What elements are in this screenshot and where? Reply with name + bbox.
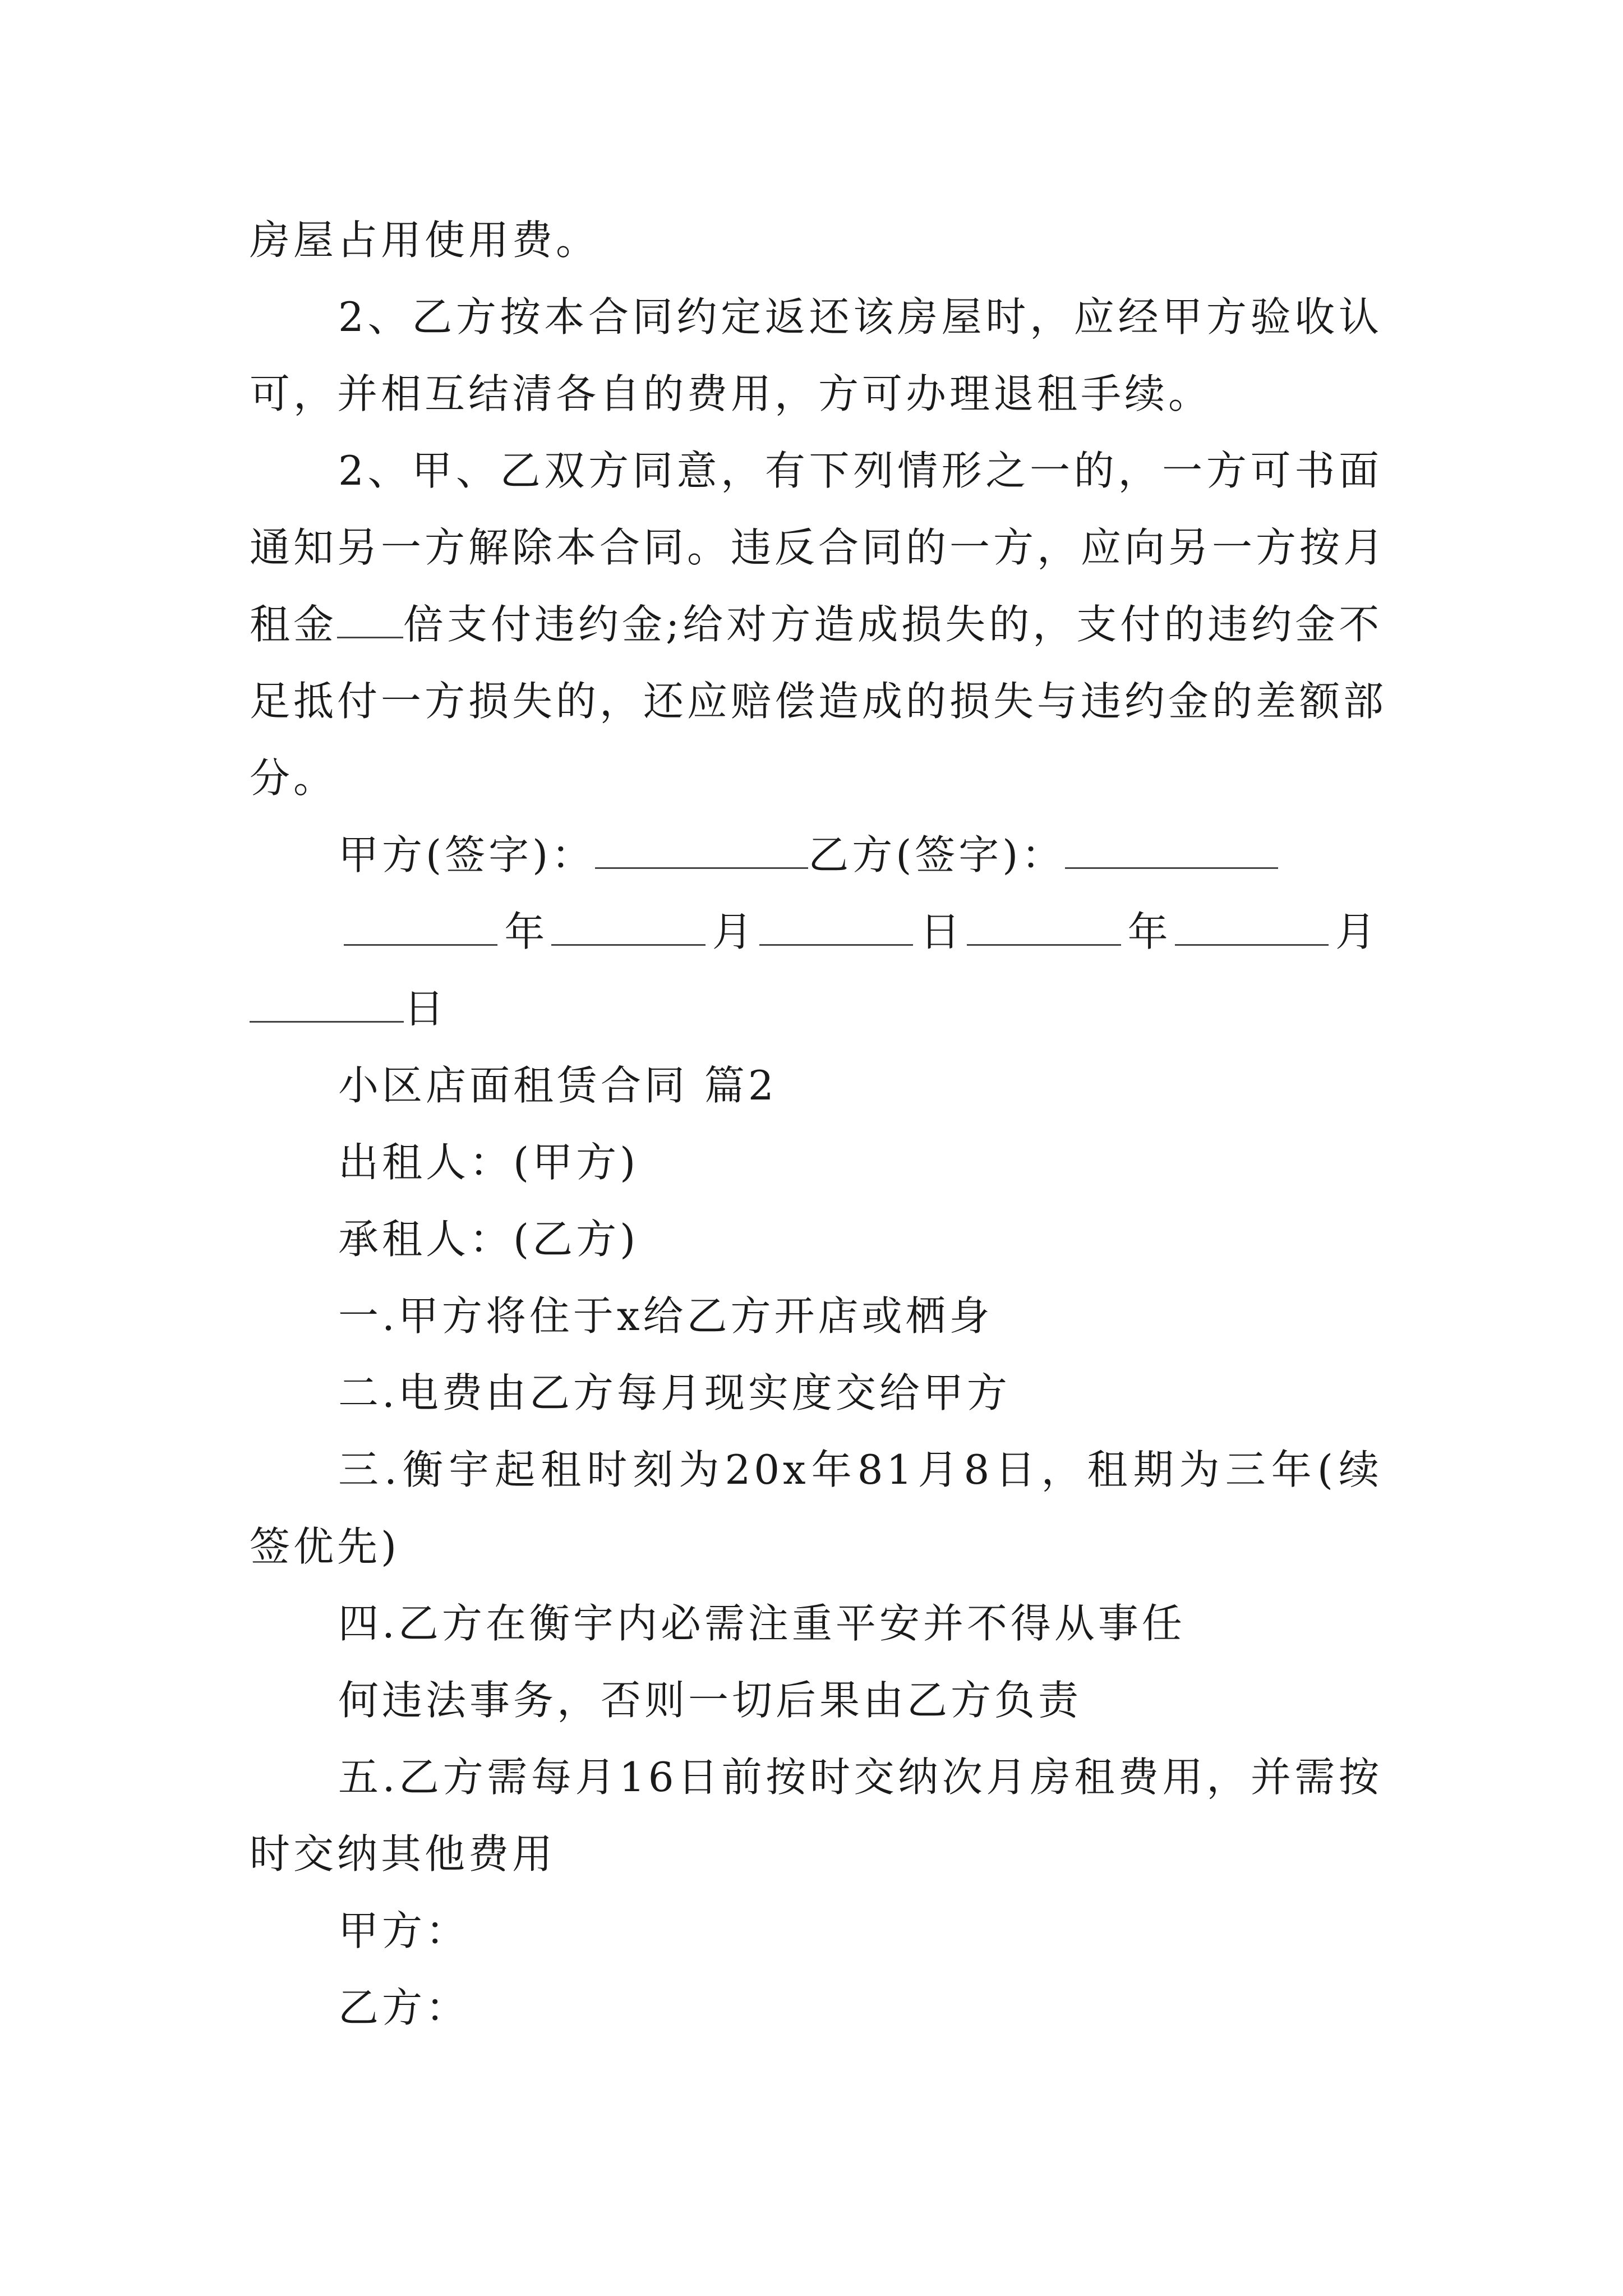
- date-line: [250, 894, 1382, 970]
- party-b-label: 乙方：: [338, 1984, 470, 2031]
- clause: 二.电费由乙方每月现实度交给甲方: [338, 1369, 1011, 1416]
- text-line: 分。: [250, 754, 338, 802]
- document-page: [250, 202, 1387, 2046]
- month-label: 月: [1335, 908, 1380, 955]
- sign-label-a: 甲方(签字)：: [338, 831, 596, 878]
- fill-blank: [337, 602, 403, 638]
- year-label: 年: [1127, 908, 1172, 955]
- text-line: [250, 586, 1382, 663]
- date-line: [250, 970, 1382, 1047]
- day-label: 日: [920, 908, 964, 955]
- text-fragment: 租金: [250, 601, 338, 648]
- clause: 签优先): [250, 1523, 400, 1570]
- signature-blank-b: [1065, 832, 1278, 869]
- month-label: 月: [712, 908, 756, 955]
- clause: 何违法事务，否则一切后果由乙方负责: [338, 1677, 1082, 1724]
- date-blank: [551, 909, 705, 946]
- clause: 时交纳其他费用: [250, 1830, 556, 1878]
- text-line: 2、乙方按本合同约定返还该房屋时，应经甲方验收认: [338, 293, 1382, 341]
- date-blank: [967, 909, 1121, 946]
- date-blank: [250, 986, 404, 1023]
- text-line: 房屋占用使用费。: [250, 217, 600, 264]
- signature-line: [250, 817, 1382, 894]
- section-title: 小区店面租赁合同 篇2: [338, 1062, 777, 1109]
- clause: 三.衡宇起租时刻为20x年81月8日，租期为三年(续: [338, 1446, 1382, 1493]
- clause: 四.乙方在衡宇内必需注重平安并不得从事任: [338, 1600, 1186, 1647]
- text-line: 通知另一方解除本合同。违反合同的一方，应向另一方按月: [250, 524, 1387, 571]
- day-label: 日: [404, 985, 448, 1032]
- text-line: 2、甲、乙双方同意，有下列情形之一的，一方可书面: [338, 447, 1382, 494]
- year-label: 年: [504, 908, 548, 955]
- text-line: 足抵付一方损失的，还应赔偿造成的损失与违约金的差额部: [250, 678, 1387, 725]
- party-a-label: 甲方：: [338, 1907, 470, 1954]
- text-line: 出租人：(甲方): [338, 1139, 639, 1186]
- signature-blank-a: [595, 832, 808, 869]
- date-blank: [344, 909, 497, 946]
- text-line: 承租人：(乙方): [338, 1216, 639, 1263]
- text-line: 可，并相互结清各自的费用，方可办理退租手续。: [250, 370, 1212, 417]
- clause: 五.乙方需每月16日前按时交纳次月房租费用，并需按: [338, 1754, 1382, 1801]
- text-fragment: 倍支付违约金;给对方造成损失的，支付的违约金不: [403, 601, 1383, 648]
- date-blank: [1175, 909, 1329, 946]
- date-blank: [759, 909, 913, 946]
- clause: 一.甲方将住于x给乙方开店或栖身: [338, 1292, 993, 1340]
- sign-label-b: 乙方(签字)：: [808, 831, 1066, 878]
